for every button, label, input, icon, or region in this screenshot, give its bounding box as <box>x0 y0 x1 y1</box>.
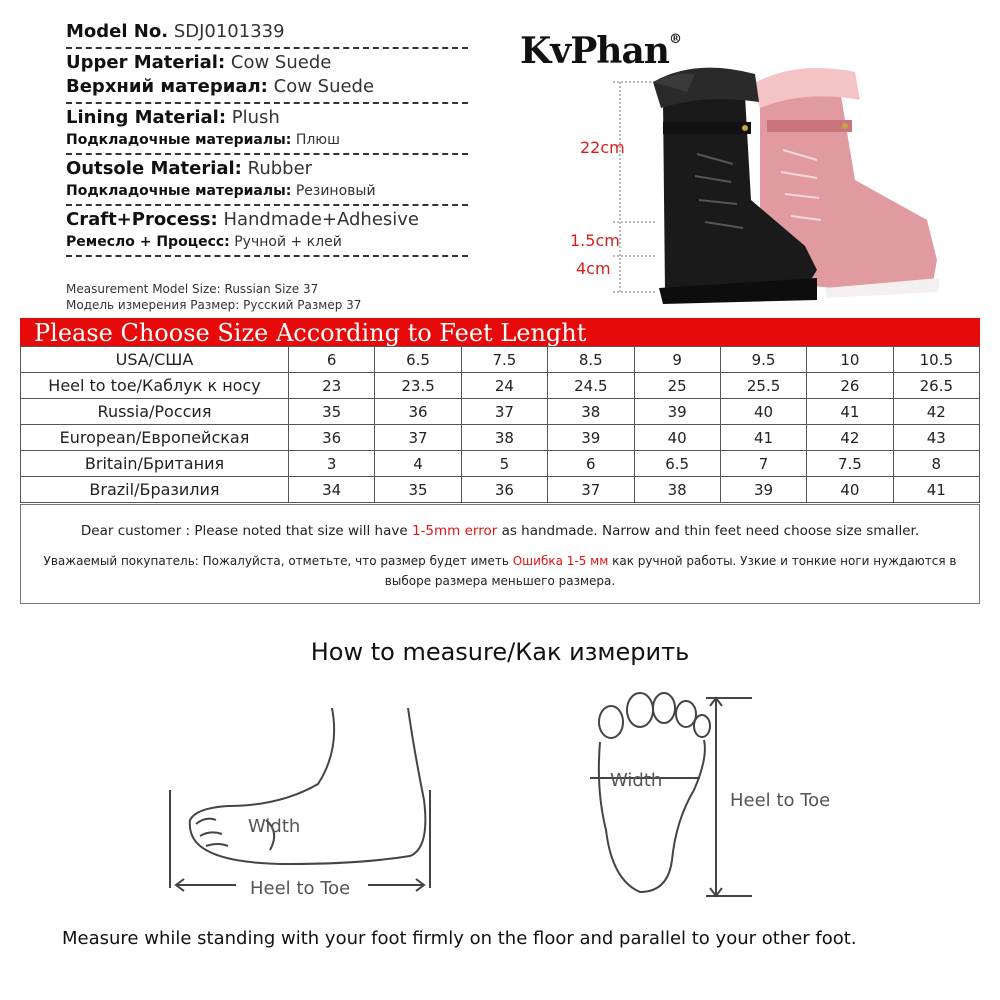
spec-craft-row <box>66 206 468 257</box>
upper-label: Upper Material: <box>66 52 226 73</box>
size-cell: 7.5 <box>461 347 547 373</box>
craft-ru-value: Ручной + клей <box>234 234 342 250</box>
size-cell: 38 <box>461 425 547 451</box>
size-cell: 42 <box>807 425 893 451</box>
size-cell: 35 <box>375 477 461 503</box>
lining-ru-value: Плюш <box>295 132 340 148</box>
lining-value: Plush <box>231 107 280 128</box>
side-foot-drawing <box>170 708 430 891</box>
size-cell: 6 <box>548 451 634 477</box>
size-cell: 39 <box>720 477 806 503</box>
outsole-ru-value: Резиновый <box>295 183 376 199</box>
measurement-note <box>66 281 361 313</box>
size-cell: 34 <box>289 477 375 503</box>
dimension-heel: 4cm <box>576 259 611 278</box>
table-row <box>21 399 980 425</box>
dimension-lines <box>613 82 655 292</box>
size-cell: 6 <box>289 347 375 373</box>
measure-diagram <box>0 680 1000 920</box>
size-cell: 43 <box>893 425 979 451</box>
size-banner: Please Choose Size According to Feet Lenght <box>20 318 980 346</box>
size-notes <box>20 504 980 604</box>
how-to-measure-title: How to measure/Как измерить <box>310 638 690 666</box>
size-cell: 36 <box>289 425 375 451</box>
size-cell: 38 <box>634 477 720 503</box>
lining-ru-label: Подкладочные материалы: <box>66 132 292 148</box>
size-cell: 4 <box>375 451 461 477</box>
size-cell: 10.5 <box>893 347 979 373</box>
note-ru-text: Уважаемый покупатель: Пожалуйста, отметьте, что размер будет иметь <box>43 554 513 568</box>
craft-label: Craft+Process: <box>66 209 218 230</box>
size-cell: 40 <box>720 399 806 425</box>
size-cell: 7 <box>720 451 806 477</box>
size-cell: 40 <box>634 425 720 451</box>
note-ru-text-end: как ручной работы. Узкие и тонкие ноги нуждаются в выборе размера меньшего размера. <box>384 554 957 588</box>
size-cell: 23.5 <box>375 373 461 399</box>
measurement-ru: Модель измерения Размер: Русский Размер 37 <box>66 298 362 312</box>
upper-value: Cow Suede <box>230 52 332 73</box>
note-ru-error: Ошибка 1-5 мм <box>512 554 609 568</box>
size-cell: 40 <box>807 477 893 503</box>
size-cell: 26.5 <box>893 373 979 399</box>
table-row <box>21 347 980 373</box>
size-cell: 39 <box>548 425 634 451</box>
size-cell: 5 <box>461 451 547 477</box>
brand-mark: ® <box>668 32 681 47</box>
spec-outsole-row <box>66 155 468 206</box>
measure-instruction: Measure while standing with your foot firmly on the floor and parallel to your other foot. <box>62 928 857 949</box>
note-english <box>21 523 979 539</box>
upper-ru-label: Верхний материал: <box>66 76 268 97</box>
model-label: Model No. <box>66 21 169 42</box>
size-cell: 9 <box>634 347 720 373</box>
size-cell: 37 <box>461 399 547 425</box>
size-cell: 24 <box>461 373 547 399</box>
size-cell: 8 <box>893 451 979 477</box>
size-cell: 41 <box>893 477 979 503</box>
size-row-label: Brazil/Бразилия <box>21 477 289 503</box>
size-cell: 3 <box>289 451 375 477</box>
table-row <box>21 477 980 503</box>
note-en-text-end: as handmade. Narrow and thin feet need choose size smaller. <box>497 523 920 539</box>
outsole-ru-label: Подкладочные материалы: <box>66 183 292 199</box>
size-cell: 25 <box>634 373 720 399</box>
size-cell: 38 <box>548 399 634 425</box>
outsole-value: Rubber <box>247 158 313 179</box>
note-russian <box>21 551 979 591</box>
lining-label: Lining Material: <box>66 107 227 128</box>
sole-width-label: Width <box>610 770 663 791</box>
table-row <box>21 425 980 451</box>
side-heel-to-toe-label: Heel to Toe <box>250 878 351 899</box>
craft-value: Handmade+Adhesive <box>223 209 419 230</box>
brand-name: KvPhan <box>520 30 669 72</box>
upper-ru-value: Cow Suede <box>273 76 375 97</box>
size-cell: 6.5 <box>375 347 461 373</box>
size-cell: 42 <box>893 399 979 425</box>
size-row-label: USA/США <box>21 347 289 373</box>
sole-heel-to-toe-label: Heel to Toe <box>730 790 831 811</box>
spec-upper-row <box>66 49 468 104</box>
size-cell: 37 <box>375 425 461 451</box>
craft-ru-label: Ремесло + Процесс: <box>66 234 230 250</box>
size-cell: 6.5 <box>634 451 720 477</box>
size-cell: 39 <box>634 399 720 425</box>
size-cell: 26 <box>807 373 893 399</box>
note-en-text: Dear customer : Please noted that size will have <box>80 523 412 539</box>
size-table <box>20 346 980 503</box>
dimension-shaft: 22cm <box>580 138 625 157</box>
model-value: SDJ0101339 <box>173 21 285 42</box>
side-width-label: Width <box>248 816 301 837</box>
size-cell: 23 <box>289 373 375 399</box>
size-cell: 7.5 <box>807 451 893 477</box>
size-row-label: Britain/Британия <box>21 451 289 477</box>
size-cell: 24.5 <box>548 373 634 399</box>
size-row-label: Heel to toe/Каблук к носу <box>21 373 289 399</box>
size-cell: 37 <box>548 477 634 503</box>
spec-lining-row <box>66 104 468 155</box>
size-cell: 9.5 <box>720 347 806 373</box>
size-cell: 36 <box>461 477 547 503</box>
table-row <box>21 451 980 477</box>
spec-block <box>66 18 468 257</box>
boots-photo <box>555 60 995 310</box>
size-cell: 8.5 <box>548 347 634 373</box>
note-en-error: 1-5mm error <box>411 523 498 539</box>
size-cell: 41 <box>720 425 806 451</box>
size-row-label: Russia/Россия <box>21 399 289 425</box>
measurement-en: Measurement Model Size: Russian Size 37 <box>66 282 319 296</box>
size-cell: 10 <box>807 347 893 373</box>
dimension-platform: 1.5cm <box>570 231 620 250</box>
sole-foot-drawing <box>590 693 752 896</box>
size-cell: 25.5 <box>720 373 806 399</box>
outsole-label: Outsole Material: <box>66 158 242 179</box>
table-row <box>21 373 980 399</box>
size-cell: 35 <box>289 399 375 425</box>
size-cell: 36 <box>375 399 461 425</box>
size-row-label: European/Европейская <box>21 425 289 451</box>
spec-model-row <box>66 18 468 49</box>
size-cell: 41 <box>807 399 893 425</box>
